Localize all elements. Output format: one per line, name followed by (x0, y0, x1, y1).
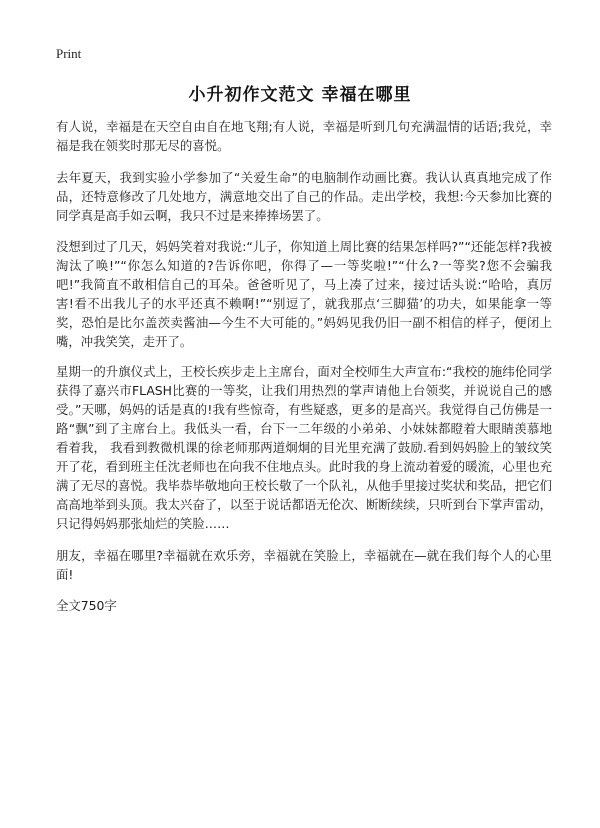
word-count: 全文750字 (56, 598, 117, 613)
article-body (56, 117, 552, 615)
paragraph-5: 朋友，幸福在哪里?幸福就在欢乐旁，幸福就在笑脸上，幸福就在—就在我们每个人的心里面! (56, 548, 552, 582)
article-title: 小升初作文范文 幸福在哪里 (188, 85, 412, 105)
paragraph-4: 星期一的升旗仪式上，王校长疾步走上主席台，面对全校师生大声宣布:“我校的施纬伦同学获得了嘉兴市FLASH比赛的一等奖，让我们用热烈的掌声请他上台领奖，并说说自己的感受。”天哪，妈妈的话是真的!我有些惊奇，有些疑惑，更多的是高兴。我觉得自己仿佛是一路“飘”到了主席台上。我低头一看，台下一二年级的小弟弟、小妹妹都瞪着大眼睛羡慕地看着我， 我看到教微机课的徐老师那两道炯炯的目光里充满了鼓励.看到妈妈脸上的皱纹笑开了花，看到班主任沈老师也在向我不住地点头。此时我的身上流动着爱的暖流，心里也充满了无尽的喜悦。我毕恭毕敬地向王校长敬了一个队礼，从他手里接过奖状和奖品，把它们高高地举到头顶。我太兴奋了，以至于说话都语无伦次、断断续续，只听到台下掌声雷动，只记得妈妈那张灿烂的笑脸…… (56, 364, 552, 531)
paragraph-2: 去年夏天，我到实验小学参加了“关爱生命”的电脑制作动画比赛。我认认真真地完成了作品，还特意修改了几处地方，满意地交出了自己的作品。走出学校，我想:今天参加比赛的同学真是高手如云啊，我只不过是来捧捧场罢了。 (56, 170, 552, 223)
print-link[interactable]: Print (56, 46, 82, 61)
paragraph-3: 没想到过了几天，妈妈笑着对我说:“儿子，你知道上周比赛的结果怎样吗?”“还能怎样?我被淘汰了唤!”“你怎么知道的?告诉你吧，你得了—一等奖啦!”“什么?一等奖?您不会骗我吧!”我简直不敢相信自己的耳朵。爸爸听见了，马上凑了过来，接过话头说:“哈哈，真厉害!看不出我儿子的水平还真不赖啊!”“别逗了，就我那点‘三脚猫’的功夫，如果能拿一等奖，恐怕是比尔盖茨卖酱油—今生不大可能的。”妈妈见我仍旧一副不相信的样子，便闭上嘴，冲我笑笑，走开了。 (56, 239, 552, 349)
paragraph-1: 有人说，幸福是在天空自由自在地飞翔;有人说，幸福是听到几句充满温情的话语;我兑，幸福是我在领奖时那无尽的喜悦。 (56, 119, 552, 153)
